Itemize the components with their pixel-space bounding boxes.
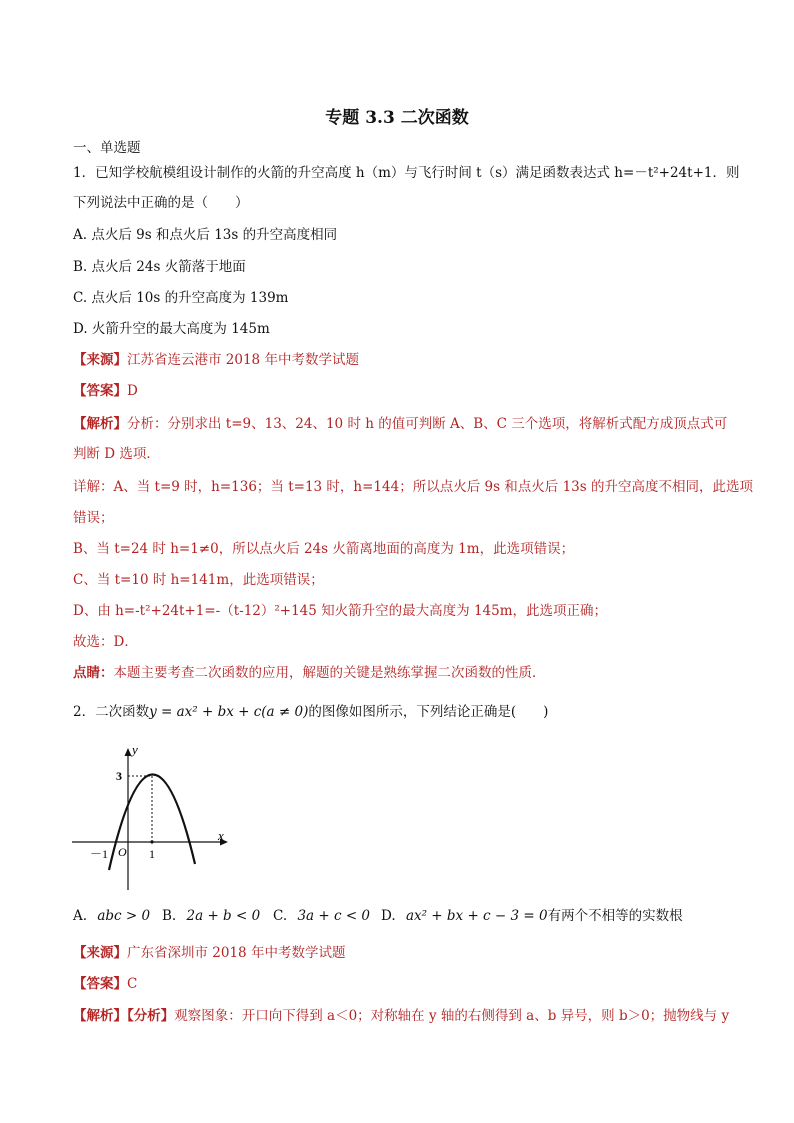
q1-choice: 故选：D． [73,634,138,650]
q2-stem-prefix: 2．二次函数 [73,704,150,720]
q1-source [73,350,359,370]
q1-option-c: C. 点火后 10s 的升空高度为 139m [73,290,289,306]
x-tick-neg1-label: －1 [90,847,109,861]
q2-option-d-letter: D. [381,908,396,924]
q1-detail-d: D、由 h=-t²+24t+1=-（t-12）²+145 知火箭升空的最大高度为 145m，此选项正确； [73,603,608,619]
q2-option-a-formula: abc > 0 [97,908,151,924]
y-axis-label: y [132,742,138,757]
q1-comment-text: 本题主要考查二次函数的应用，解题的关键是熟练掌握二次函数的性质． [113,665,546,681]
q2-analysis [73,1006,729,1026]
q1-detail-line2: 错误； [73,510,114,526]
q2-options-row [73,906,150,926]
q2-option-d [381,906,683,926]
q1-analysis-line1 [73,414,727,434]
q2-answer-tag: 【答案】 [73,976,127,992]
q1-option-b: B. 点火后 24s 火箭落于地面 [73,259,246,275]
page-title: 专题 3.3 二次函数 [325,108,469,128]
q2-source-text: 广东省深圳市 2018 年中考数学试题 [127,945,346,961]
q1-source-text: 江苏省连云港市 2018 年中考数学试题 [127,352,359,368]
q1-answer-text: D [127,383,138,399]
q2-option-c-letter: C. [273,908,288,924]
q2-stem-suffix: 的图像如图所示，下列结论正确是( ) [308,704,549,720]
origin-label: O [118,845,127,859]
section-heading: 一、单选题 [73,140,141,156]
y-tick-3-label: 3 [116,769,122,783]
q2-option-b [162,906,260,926]
q2-option-b-letter: B. [162,908,177,924]
q1-comment-tag: 点睛： [73,665,114,681]
q1-option-a: A. 点火后 9s 和点火后 13s 的升空高度相同 [73,227,338,243]
q1-stem-line2: 下列说法中正确的是（ ） [73,195,249,211]
q2-answer [73,974,137,994]
y-axis-arrow [125,748,132,756]
q1-analysis-line2: 判断 D 选项． [73,446,160,462]
q2-option-b-formula: 2a + b < 0 [186,908,261,924]
q1-analysis-text: 分析：分别求出 t=9、13、24、10 时 h 的值可判断 A、B、C 三个选项，将解析式配方成顶点式可 [127,416,728,432]
q2-answer-text: C [127,976,138,992]
q2-option-c-formula: 3a + c < 0 [297,908,371,924]
q2-stem [73,702,548,722]
x-axis-label: x [218,828,224,843]
q1-comment [73,663,546,683]
q1-detail-b: B、当 t=24 时 h=1≠0，所以点火后 24s 火箭离地面的高度为 1m，此选项错误； [73,541,575,557]
q2-source [73,943,345,963]
q1-detail-c: C、当 t=10 时 h=141m，此选项错误； [73,572,324,588]
x-tick-1-label: 1 [149,847,155,861]
q1-option-d: D. 火箭升空的最大高度为 145m [73,321,270,337]
q1-answer [73,381,138,401]
q2-option-d-formula: ax² + bx + c − 3 = 0 [405,908,548,924]
q2-analysis-text: 观察图象：开口向下得到 a＜0；对称轴在 y 轴的右侧得到 a、b 异号，则 b＞0；抛物线与 y [174,1008,730,1024]
q2-analysis-tag: 【解析】【分析】 [73,1008,175,1024]
q2-option-a-letter: A. [73,908,88,924]
q1-stem-line1: 1．已知学校航模组设计制作的火箭的升空高度 h（m）与飞行时间 t（s）满足函数表达式 h=－t²+24t+1．则 [73,165,740,181]
q1-answer-tag: 【答案】 [73,383,127,399]
q1-source-tag: 【来源】 [73,352,127,368]
q2-source-tag: 【来源】 [73,945,127,961]
q1-analysis-tag: 【解析】 [73,416,127,432]
parabola-graph [70,742,240,892]
q2-option-c [273,906,370,926]
q2-stem-formula: y = ax² + bx + c(a ≠ 0) [149,704,309,720]
x-tick-1-mark [150,840,153,843]
q2-option-d-suffix: 有两个不相等的实数根 [547,908,683,924]
q1-detail-line1: 详解：A、当 t=9 时，h=136；当 t=13 时，h=144；所以点火后 9s 和点火后 13s 的升空高度不相同，此选项 [73,479,753,495]
